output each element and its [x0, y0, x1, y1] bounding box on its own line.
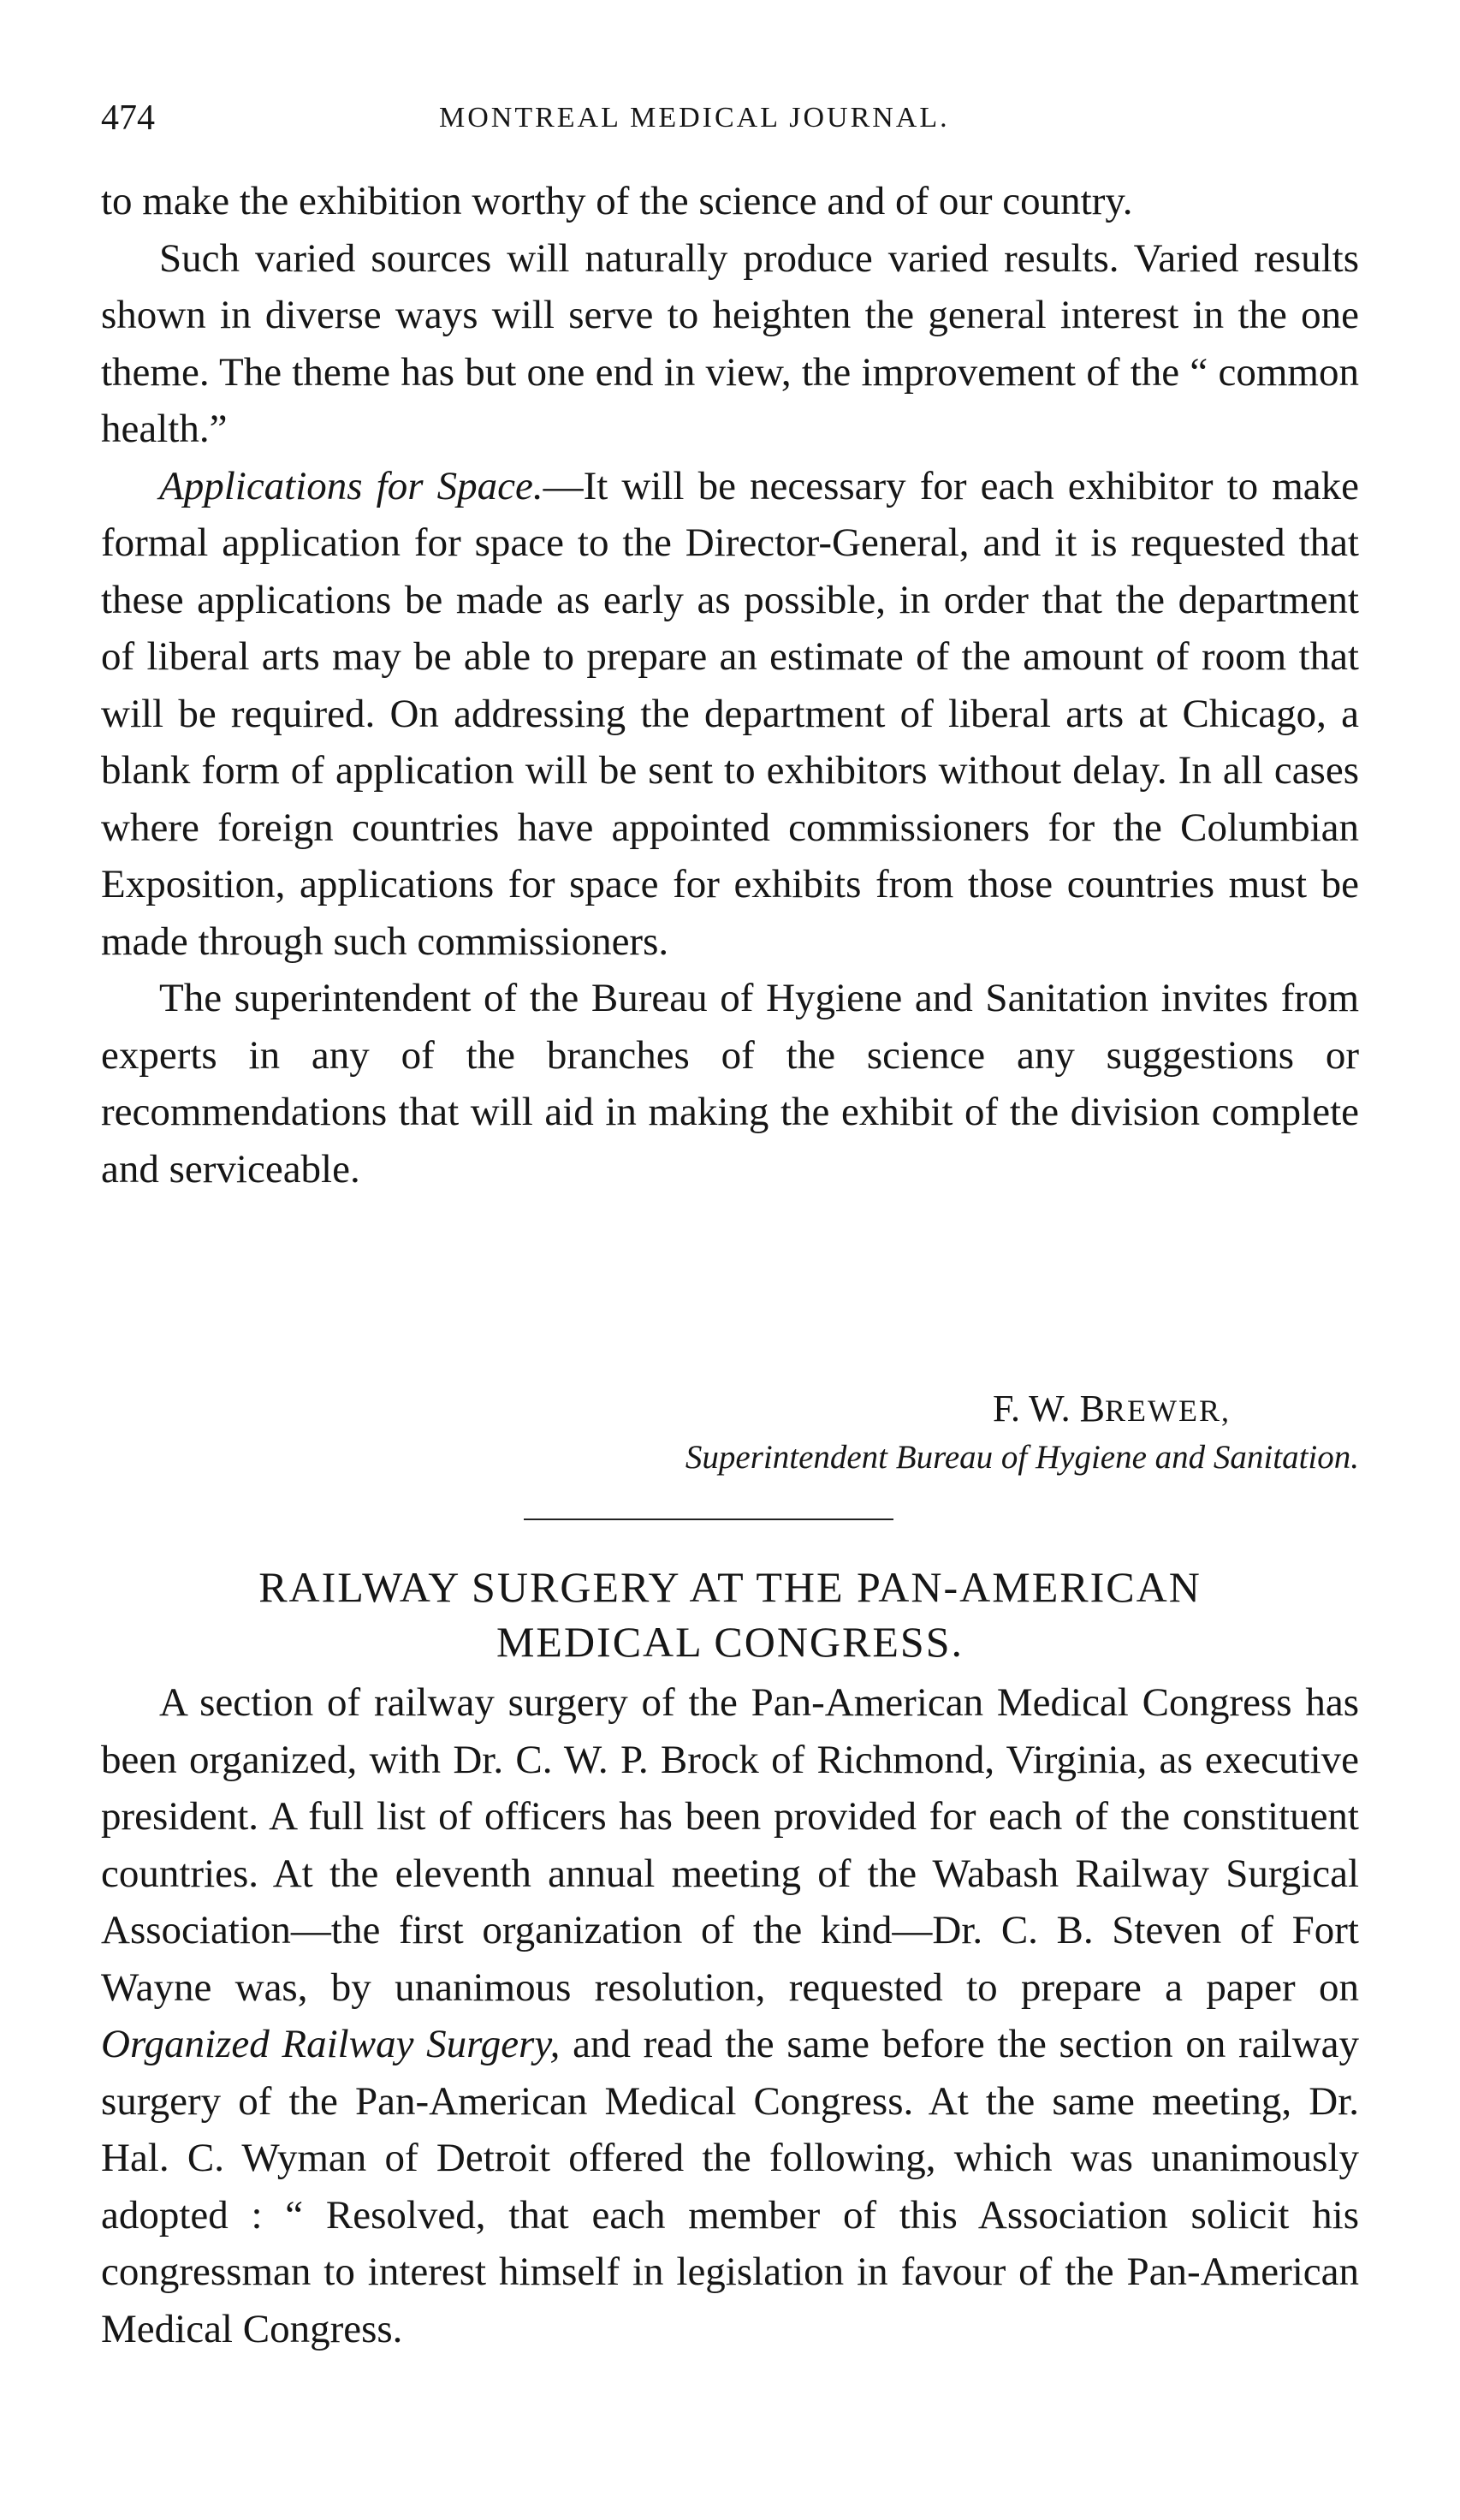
- heading-line-1: RAILWAY SURGERY AT THE PAN-AMERICAN: [258, 1563, 1202, 1611]
- applications-body: —It will be necessary for each exhibitor to make formal application for space to the Director-General, and it is requested that these applications be made as early as possible, in order that the department of liberal arts may be able to prepare an estimate of the amount of room that will be required. On addressing the department of liberal arts at Chicago, a blank form of application will be sent to exhibitors without delay. In all cases where foreign countries have appointed commissioners for the Columbian Exposition, applications for space for exhibits from those countries must be made through such commissioners.: [101, 463, 1359, 964]
- page-number: 474: [101, 98, 155, 138]
- journal-title: MONTREAL MEDICAL JOURNAL.: [439, 102, 950, 134]
- paragraph-superintendent: The superintendent of the Bureau of Hygiene and Sanitation invites from experts in any of the branches of the science any suggestions or recommendations that will aid in making the exhibit of the division complete and serviceable.: [101, 976, 1359, 1192]
- article-heading: [101, 1560, 1359, 1669]
- article-continuation: [101, 173, 1359, 1198]
- paragraph-continued: to make the exhibition worthy of the science and of our country.: [101, 179, 1133, 223]
- paper-title: Organized Railway Surgery,: [101, 2022, 561, 2066]
- paragraph-railway-surgery: A section of railway surgery of the Pan-American Medical Congress has been organized, with Dr. C. W. P. Brock of Richmond, Virginia, as executive president. A full list of officers has been provided for each of the constituent countries. At the eleventh annual meeting of the Wabash Railway Surgical Association—the first organization of the kind—Dr. C. B. Steven of Fort Wayne was, by unanimous resolution, requested to prepare a paper on Organized Railway Surgery, and read the same before the section on railway surgery of the Pan-American Medical Congress. At the same meeting, Dr. Hal. C. Wyman of Detroit offered the following, which was unanimously adopted : “ Resolved, that each member of this Association solicit his congressman to interest himself in legislation in favour of the Pan-American Medical Congress.: [101, 1680, 1359, 2351]
- paragraph-applications-for-space: [101, 458, 1359, 971]
- signature-name: F. W. BREWER,: [993, 1388, 1231, 1429]
- heading-line-2: MEDICAL CONGRESS.: [496, 1618, 964, 1666]
- article-body: [101, 1674, 1359, 2357]
- section-divider: [524, 1519, 893, 1520]
- paragraph-varied-results: Such varied sources will naturally produce varied results. Varied results shown in diverse ways will serve to heighten the general interest in the one theme. The theme has but one end in view, the improvement of the “ common health.”: [101, 235, 1359, 451]
- running-head: [101, 92, 1359, 144]
- signature-block: [101, 1385, 1359, 1481]
- signature-title: Superintendent Bureau of Hygiene and Sanitation.: [685, 1439, 1359, 1476]
- section-lead-applications: Applications for Space.: [159, 463, 543, 508]
